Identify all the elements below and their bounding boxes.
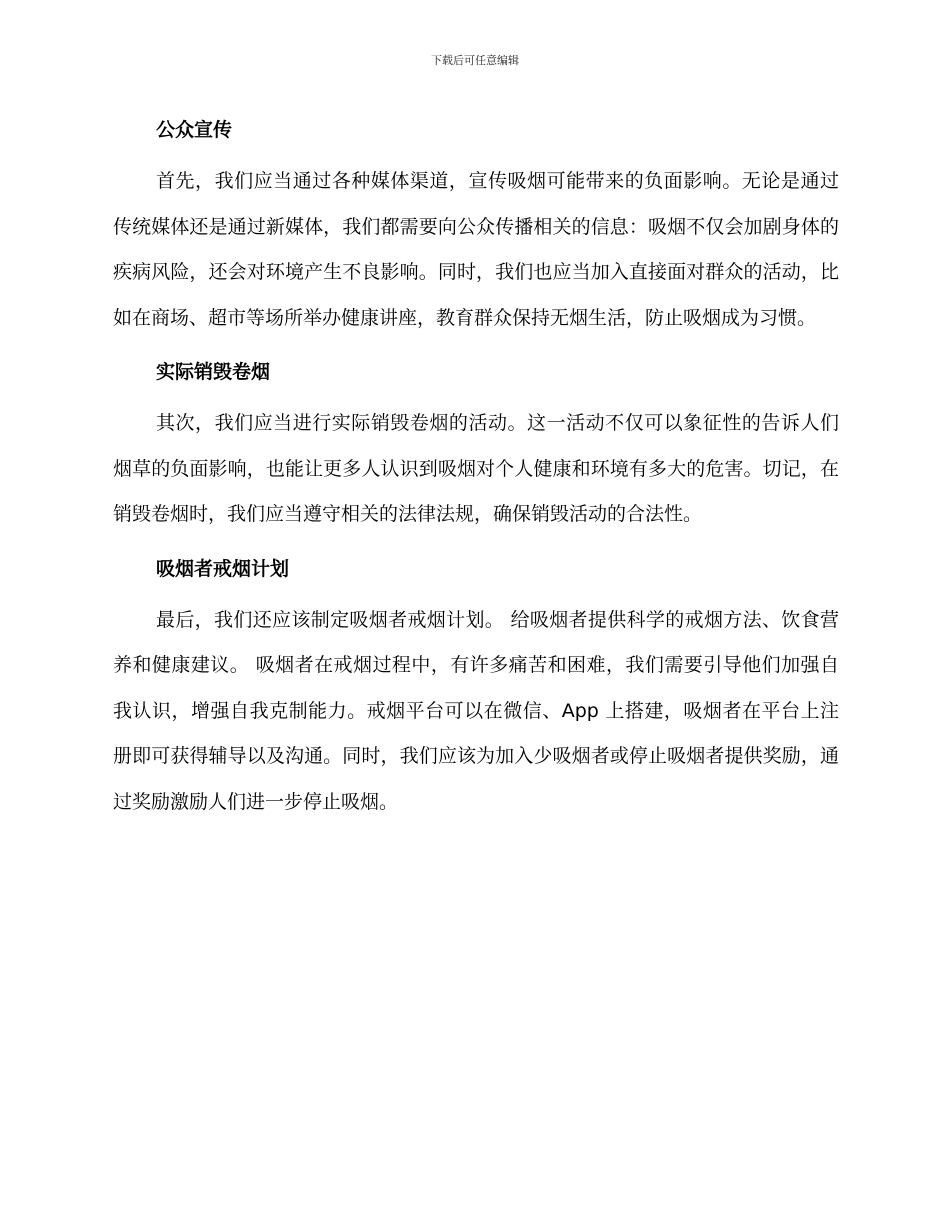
section-public-promotion (113, 107, 839, 341)
section-paragraph: 其次，我们应当进行实际销毁卷烟的活动。这一活动不仅可以象征性的告诉人们烟草的负面影响，也能让更多人认识到吸烟对个人健康和环境有多大的危害。切记，在销毁卷烟时，我们应当遵守相关的法律法规，确保销毁活动的合法性。 (113, 412, 839, 525)
page-header: 下载后可任意编辑 (431, 54, 519, 67)
section-heading: 实际销毁卷烟 (156, 361, 271, 383)
section-heading: 公众宣传 (156, 119, 233, 141)
section-heading: 吸烟者戒烟计划 (156, 557, 290, 580)
section-paragraph: 首先，我们应当通过各种媒体渠道，宣传吸烟可能带来的负面影响。无论是通过传统媒体还是通过新媒体，我们都需要向公众传播相关的信息：吸烟不仅会加剧身体的疾病风险，还会对环境产生不良影响。同时，我们也应当加入直接面对群众的活动，比如在商场、超市等场所举办健康讲座，教育群众保持无烟生活，防止吸烟成为习惯。 (113, 170, 839, 329)
section-paragraph: 最后，我们还应该制定吸烟者戒烟计划。 给吸烟者提供科学的戒烟方法、饮食营养和健康建议。 吸烟者在戒烟过程中，有许多痛苦和困难，我们需要引导他们加强自我认识，增强自我克制能力。戒烟平台可以在微信、App 上搭建，吸烟者在平台上注册即可获得辅导以及沟通。同时，我们应该为加入少吸烟者或停止吸烟者提供奖励，通过奖励激励人们进一步停止吸烟。 (113, 608, 839, 813)
section-quit-smoking-plan (113, 546, 839, 826)
document-body (113, 107, 839, 833)
section-cigarette-destruction (113, 349, 839, 538)
